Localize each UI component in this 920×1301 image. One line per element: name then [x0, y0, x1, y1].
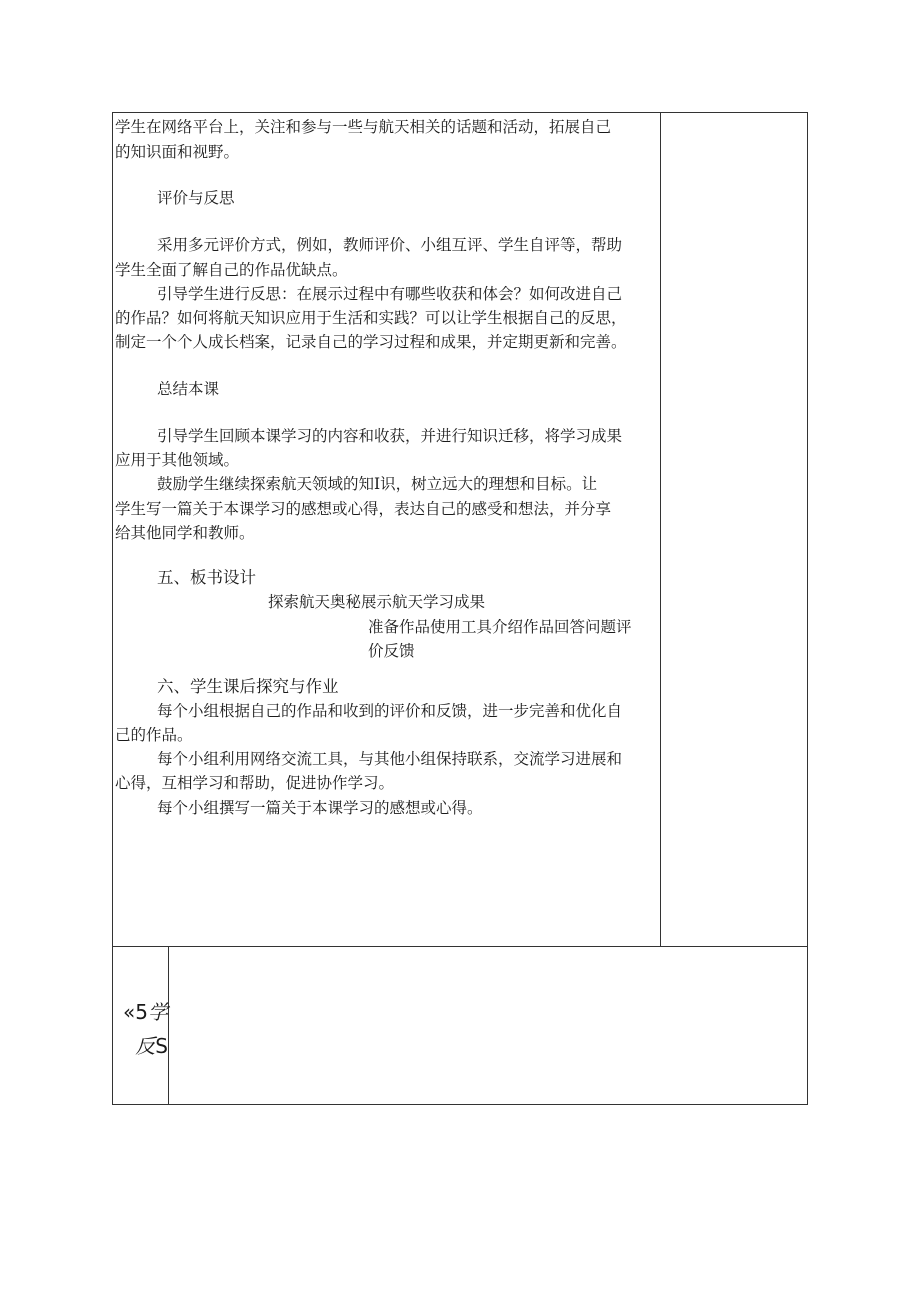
reflection-label-line2: 反S: [135, 1034, 168, 1058]
section-heading-homework: 六、学生课后探究与作业: [157, 677, 339, 696]
reflection-label-line1: «5学: [123, 1000, 168, 1024]
row-divider: [112, 946, 808, 947]
board-line: 准备作品使用工具介绍作品回答问题评: [368, 618, 632, 636]
text-line: 应用于其他领域。: [115, 451, 240, 469]
text-line: 采用多元评价方式，例如，教师评价、小组互评、学生自评等，帮助: [157, 236, 623, 254]
text-line: 每个小组撰写一篇关于本课学习的感想或心得。: [157, 799, 483, 817]
column-divider-right: [660, 112, 661, 947]
text-line: 己的作品。: [115, 726, 193, 744]
text-line: 学生在网络平台上，关注和参与一些与航天相关的话题和活动，拓展自己: [115, 118, 612, 136]
text-line: 心得，互相学习和帮助，促进协作学习。: [115, 774, 395, 792]
column-divider-label: [168, 946, 169, 1105]
section-heading-board-design: 五、板书设计: [157, 568, 256, 587]
section-heading-summary: 总结本课: [157, 380, 220, 398]
text-line: 给其他同学和教师。: [115, 524, 255, 542]
board-line: 探索航天奥秘展示航天学习成果: [268, 593, 486, 611]
section-heading-evaluation: 评价与反思: [157, 189, 235, 207]
text-line: 引导学生回顾本课学习的内容和收获，并进行知识迁移，将学习成果: [157, 427, 623, 445]
text-line: 的作品？如何将航天知识应用于生活和实践？可以让学生根据自己的反思，: [115, 309, 627, 327]
text-line: 每个小组根据自己的作品和收到的评价和反馈，进一步完善和优化自: [157, 702, 623, 720]
text-line: 制定一个个人成长档案，记录自己的学习过程和成果，并定期更新和完善。: [115, 333, 627, 351]
text-line: 学生全面了解自己的作品优缺点。: [115, 261, 348, 279]
text-line: 鼓励学生继续探索航天领域的知Ⅰ识，树立远大的理想和目标。让: [157, 475, 598, 493]
text-line: 每个小组利用网络交流工具，与其他小组保持联系，交流学习进展和: [157, 750, 623, 768]
text-line: 引导学生进行反思：在展示过程中有哪些收获和体会？如何改进自己: [157, 285, 623, 303]
board-line: 价反馈: [368, 642, 415, 660]
text-line: 的知识面和视野。: [115, 143, 240, 161]
text-line: 学生写一篇关于本课学习的感想或心得，表达自己的感受和想法，并分享: [115, 500, 612, 518]
